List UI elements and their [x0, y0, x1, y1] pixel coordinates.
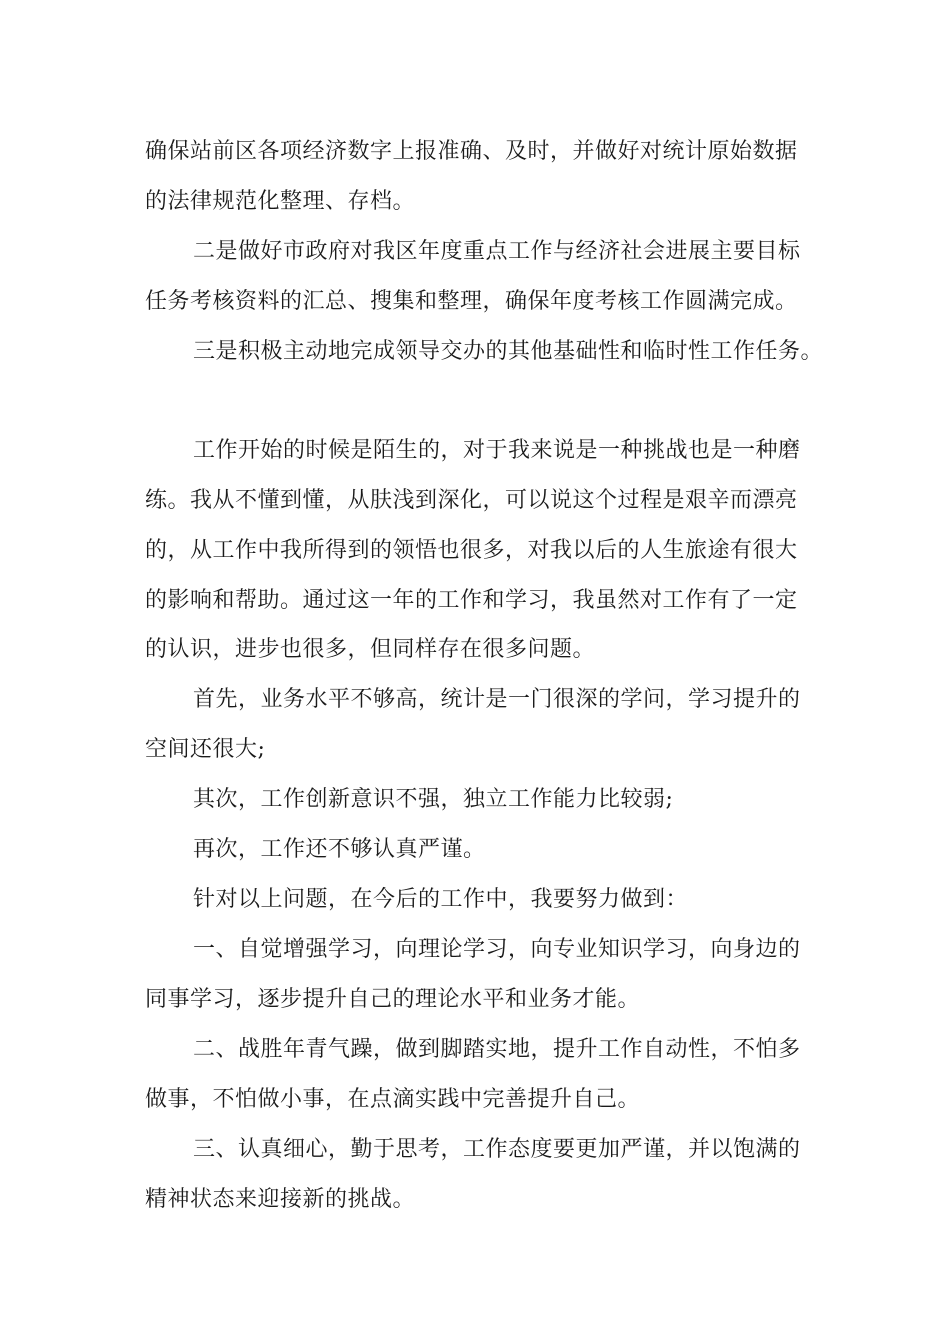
- text-line: 的认识，进步也很多，但同样存在很多问题。: [145, 637, 596, 662]
- text-line: 任务考核资料的汇总、搜集和整理，确保年度考核工作圆满完成。: [145, 289, 798, 314]
- text-line: 再次，工作还不够认真严谨。: [193, 837, 486, 862]
- text-line: 二、战胜年青气躁，做到脚踏实地，提升工作自动性，不怕多: [193, 1037, 801, 1062]
- text-line: 三、认真细心，勤于思考，工作态度要更加严谨，并以饱满的: [193, 1137, 801, 1162]
- text-line: 针对以上问题，在今后的工作中，我要努力做到：: [193, 887, 689, 912]
- text-line: 确保站前区各项经济数字上报准确、及时，并做好对统计原始数据: [145, 139, 798, 164]
- text-line: 其次，工作创新意识不强，独立工作能力比较弱;: [193, 787, 674, 812]
- text-line: 的，从工作中我所得到的领悟也很多，对我以后的人生旅途有很大: [145, 538, 798, 563]
- text-line: 工作开始的时候是陌生的，对于我来说是一种挑战也是一种磨: [193, 438, 801, 463]
- text-line: 一、自觉增强学习，向理论学习，向专业知识学习，向身边的: [193, 937, 801, 962]
- text-line: 练。我从不懂到懂，从肤浅到深化，可以说这个过程是艰辛而漂亮: [145, 488, 798, 513]
- text-line: 精神状态来迎接新的挑战。: [145, 1187, 416, 1212]
- text-line: 的影响和帮助。通过这一年的工作和学习，我虽然对工作有了一定: [145, 588, 798, 613]
- text-line: 的法律规范化整理、存档。: [145, 189, 416, 214]
- text-line: 空间还很大;: [145, 737, 266, 762]
- text-line: 同事学习，逐步提升自己的理论水平和业务才能。: [145, 987, 641, 1012]
- text-line: 首先，业务水平不够高，统计是一门很深的学问，学习提升的: [193, 687, 801, 712]
- text-line: 二是做好市政府对我区年度重点工作与经济社会进展主要目标: [193, 239, 801, 264]
- text-line: 做事，不怕做小事，在点滴实践中完善提升自己。: [145, 1087, 641, 1112]
- text-line: 三是积极主动地完成领导交办的其他基础性和临时性工作任务。: [193, 339, 824, 364]
